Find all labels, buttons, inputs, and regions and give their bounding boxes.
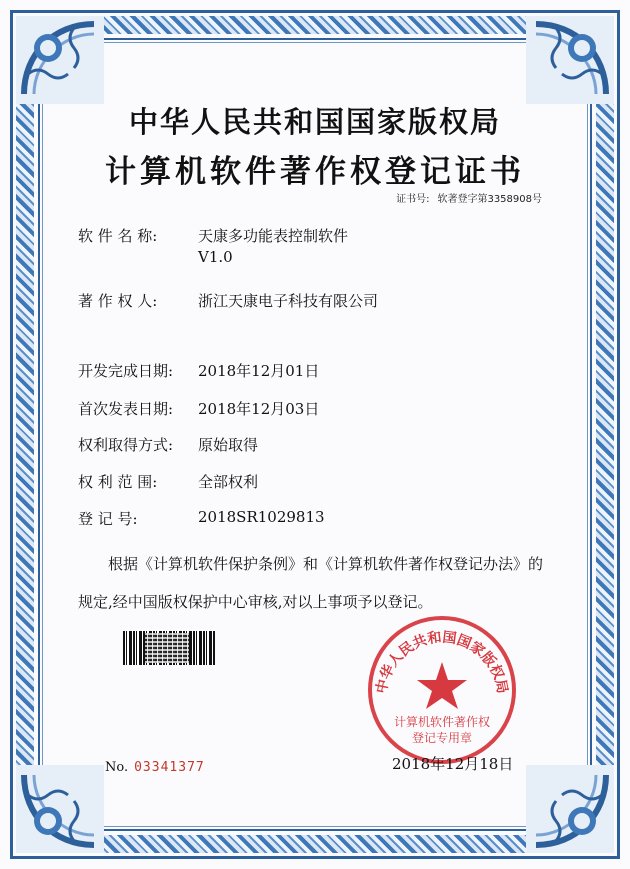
corner-ornament-icon (14, 763, 106, 855)
serial-number (105, 760, 205, 775)
seal-center-line-1: 计算机软件著作权 (393, 715, 491, 729)
seal-ring-text: 中华人民共和国国家版权局 (373, 629, 511, 695)
field-label: 权 利 范 围: (78, 473, 158, 491)
corner-ornament-icon (524, 763, 616, 855)
serial-number-label: No. (105, 760, 129, 775)
serial-number-value: 03341377 (134, 760, 205, 775)
field-label: 权利取得方式: (78, 436, 174, 454)
official-seal (366, 614, 518, 766)
field-value: 2018年12月01日 (198, 362, 320, 380)
field-value: 浙江天康电子科技有限公司 (198, 292, 379, 310)
field-label: 著 作 权 人: (78, 292, 158, 310)
field-registration-number (78, 508, 325, 529)
issuer-title: 中华人民共和国国家版权局 (128, 105, 501, 139)
statement-line-1: 根据《计算机软件保护条例》和《计算机软件著作权登记办法》的 (108, 555, 544, 573)
corner-ornament-icon (14, 14, 106, 106)
certificate-number-label: 证书号: (396, 194, 430, 205)
field-value: 原始取得 (198, 436, 259, 454)
field-value: 全部权利 (198, 473, 259, 491)
software-name: 天康多功能表控制软件 (198, 227, 349, 245)
certificate-number-value: 软著登字第3358908号 (437, 194, 542, 205)
field-publish-date (78, 398, 319, 419)
field-value: 2018SR1029813 (198, 508, 325, 526)
certificate-number (396, 190, 542, 205)
field-software-name (78, 225, 348, 266)
corner-ornament-icon (524, 14, 616, 106)
seal-center-line-2: 登记专用章 (411, 731, 473, 745)
field-label: 软 件 名 称: (78, 227, 158, 245)
statement-paragraph (78, 545, 558, 621)
star-icon (417, 662, 467, 709)
qr-code-icon (145, 633, 189, 663)
issue-date: 2018年12月18日 (392, 755, 514, 773)
certificate-title: 计算机软件著作权登记证书 (105, 154, 525, 190)
field-copyright-owner (78, 290, 378, 311)
field-rights-scope (78, 471, 258, 492)
field-acquisition-method (78, 434, 258, 455)
field-completion-date (78, 360, 319, 381)
field-label: 首次发表日期: (78, 400, 174, 418)
field-label: 登 记 号: (78, 510, 138, 528)
barcode-icon (123, 631, 215, 665)
software-version: V1.0 (198, 248, 233, 266)
statement-line-2: 规定,经中国版权保护中心审核,对以上事项予以登记。 (78, 593, 433, 611)
field-value (198, 225, 348, 266)
field-value: 2018年12月03日 (198, 400, 320, 418)
field-label: 开发完成日期: (78, 362, 174, 380)
